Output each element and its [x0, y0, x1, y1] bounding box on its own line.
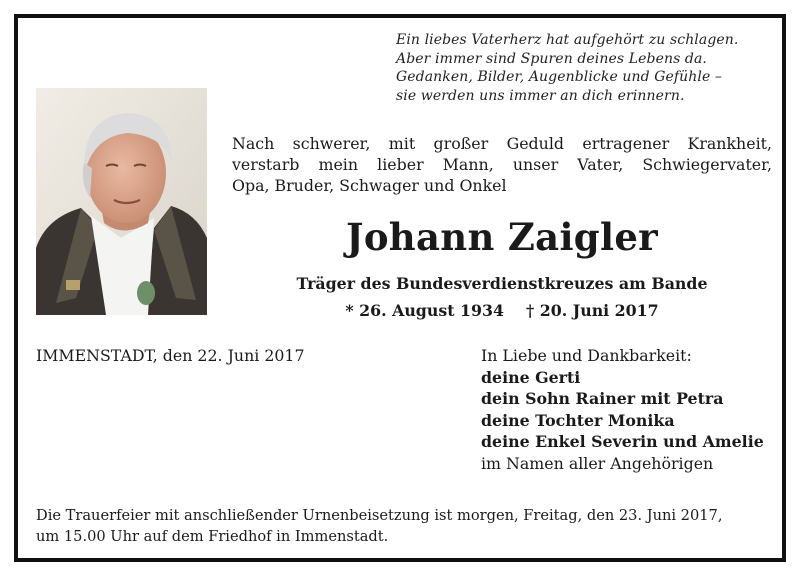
place-date: IMMENSTADT, den 22. Juni 2017	[36, 346, 305, 365]
funeral-line: um 15.00 Uhr auf dem Friedhof in Immenstadt.	[36, 528, 389, 545]
announcement-line: Nach schwerer, mit großer Geduld ertragener Krankheit,	[232, 134, 772, 153]
funeral-line: Die Trauerfeier mit anschließender Urnenbeisetzung ist morgen, Freitag, den 23. Juni 2017,	[36, 507, 723, 524]
mourner-name: dein Sohn Rainer mit Petra	[481, 389, 724, 408]
deceased-name: Johann Zaigler	[346, 215, 658, 259]
portrait-photo	[36, 88, 207, 315]
poem-line: sie werden uns immer an dich erinnern.	[396, 87, 685, 104]
memorial-poem	[396, 31, 776, 105]
mourner-name: deine Enkel Severin und Amelie	[481, 432, 764, 451]
mourner-name: deine Tochter Monika	[481, 410, 675, 430]
honor-line: Träger des Bundesverdienstkreuzes am Bande	[296, 274, 708, 293]
poem-line: Aber immer sind Spuren deines Lebens da.	[396, 50, 707, 67]
announcement-line: verstarb mein lieber Mann, unser Vater, Schwiegervater,	[232, 155, 772, 174]
mourners-block	[481, 345, 764, 474]
mourner-name: deine Gerti	[481, 367, 581, 387]
mourners-heading: In Liebe und Dankbarkeit:	[481, 346, 692, 365]
poem-line: Gedanken, Bilder, Augenblicke und Gefühle –	[396, 69, 723, 85]
death-announcement	[232, 133, 772, 196]
poem-line: Ein liebes Vaterherz hat aufgehört zu schlagen.	[396, 32, 739, 48]
funeral-info	[36, 505, 772, 547]
life-dates: * 26. August 1934 † 20. Juni 2017	[345, 301, 659, 320]
announcement-line: Opa, Bruder, Schwager und Onkel	[232, 176, 507, 195]
mourners-footer: im Namen aller Angehörigen	[481, 453, 714, 473]
